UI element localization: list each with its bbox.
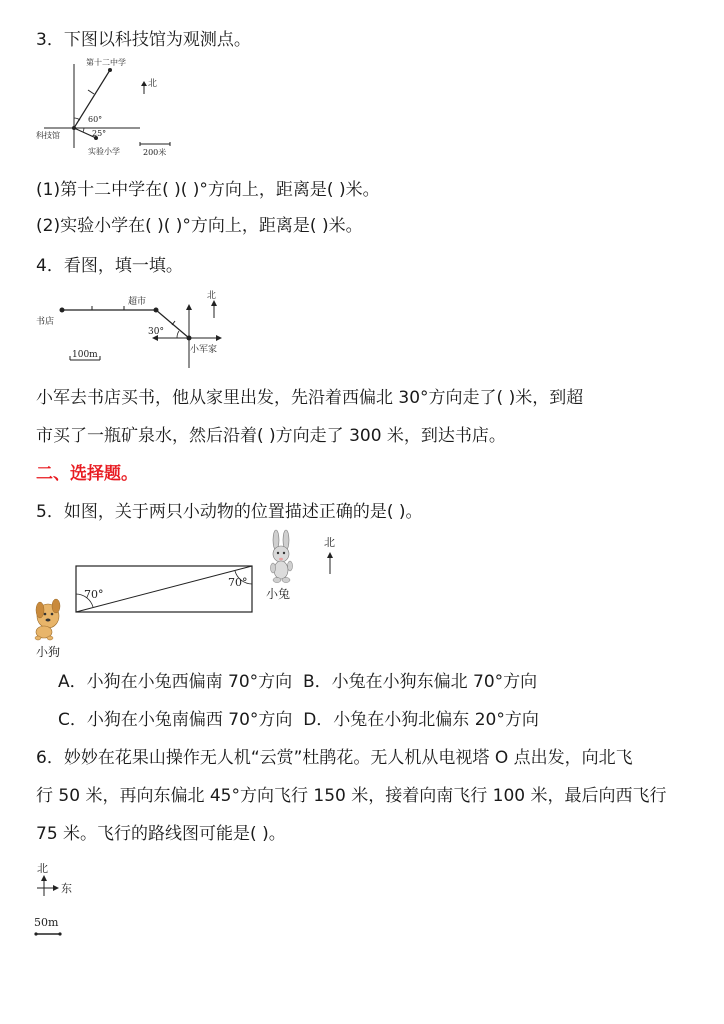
q3-line1: (1)第十二中学在( )( )°方向上，距离是( )米。 (36, 180, 380, 200)
q6-scale-dot-right (58, 932, 61, 935)
q5-options-row1 (58, 670, 537, 694)
q3-label-angle60: 60° (88, 115, 103, 124)
q4-label-home: 小军家 (190, 345, 218, 355)
q4-home-point (187, 336, 192, 341)
q3-museum-point (72, 126, 76, 130)
q5-title: 5．如图，关于两只小动物的位置描述正确的是( )。 (36, 502, 423, 522)
q4-bookstore-point (60, 308, 65, 313)
q5-option-d[interactable]: D．小兔在小狗北偏东 20°方向 (303, 710, 539, 730)
q6-compass-legend (34, 858, 94, 942)
q4-arrowhead-right (216, 335, 222, 341)
q6-line1: 6．妙妙在花果山操作无人机“云赏”杜鹃花。无人机从电视塔 O 点出发，向北飞 (36, 748, 633, 768)
q3-line2: (2)实验小学在( )( )°方向上，距离是( )米。 (36, 216, 363, 236)
q4-label-bookstore: 书店 (36, 317, 55, 327)
q6-label-east: 东 (61, 882, 72, 895)
q6-east-arrowhead (53, 885, 59, 891)
q6-north-arrowhead (41, 875, 47, 881)
q5-label-angle-right: 70° (228, 576, 248, 589)
q3-title: 3．下图以科技馆为观测点。 (36, 30, 251, 50)
q3-angle-arc-60 (74, 118, 80, 120)
q4-arrowhead-up (186, 304, 192, 310)
q3-tick-mark (88, 90, 94, 94)
q6-line3: 75 米。飞行的路线图可能是( )。 (36, 824, 286, 844)
q6-label-scale: 50m (34, 916, 59, 929)
q3-label-angle25: 25° (92, 129, 107, 138)
q5-label-angle-left: 70° (84, 588, 104, 601)
rabbit-icon (271, 530, 293, 583)
q5-options-row2 (58, 708, 539, 732)
q6-line2: 行 50 米，再向东偏北 45°方向飞行 150 米，接着向南飞行 100 米，最后向西飞行 (36, 786, 667, 806)
q3-figure (36, 56, 196, 166)
q5-label-rabbit: 小兔 (266, 587, 291, 601)
q4-line2: 市买了一瓶矿泉水，然后沿着( )方向走了 300 米，到达书店。 (36, 426, 506, 446)
q3-north-arrowhead (141, 81, 147, 86)
q6-label-north: 北 (37, 862, 48, 875)
q5-figure (30, 530, 360, 660)
q4-label-supermarket: 超市 (128, 297, 147, 307)
q4-label-north: 北 (207, 291, 217, 301)
q5-label-north: 北 (324, 536, 335, 549)
q5-label-dog: 小狗 (36, 645, 61, 659)
q4-line1: 小军去书店买书，他从家里出发，先沿着西偏北 30°方向走了( )米，到超 (36, 388, 584, 408)
q3-label-school12: 第十二中学 (86, 58, 126, 67)
q4-title: 4．看图，填一填。 (36, 256, 183, 276)
q4-label-scale: 100m (72, 350, 98, 360)
section2-heading: 二、选择题。 (36, 464, 138, 484)
q3-angle-arc-25 (83, 128, 84, 132)
q4-figure (36, 284, 236, 374)
q6-scale-dot-left (34, 932, 37, 935)
q5-north-arrowhead (327, 552, 333, 558)
q4-label-angle30: 30° (148, 327, 164, 337)
q3-school12-point (108, 68, 112, 72)
dog-icon (35, 599, 60, 640)
q4-angle-arc-30 (177, 331, 179, 338)
q3-label-north: 北 (148, 79, 158, 89)
q3-label-museum: 科技馆 (36, 131, 60, 140)
q3-label-scale: 200米 (143, 148, 167, 157)
q5-option-a[interactable]: A．小狗在小兔西偏南 70°方向 (58, 672, 293, 692)
q5-option-c[interactable]: C．小狗在小兔南偏西 70°方向 (58, 710, 293, 730)
q5-option-b[interactable]: B．小兔在小狗东偏北 70°方向 (302, 672, 538, 692)
q3-label-expschool: 实验小学 (88, 147, 120, 156)
